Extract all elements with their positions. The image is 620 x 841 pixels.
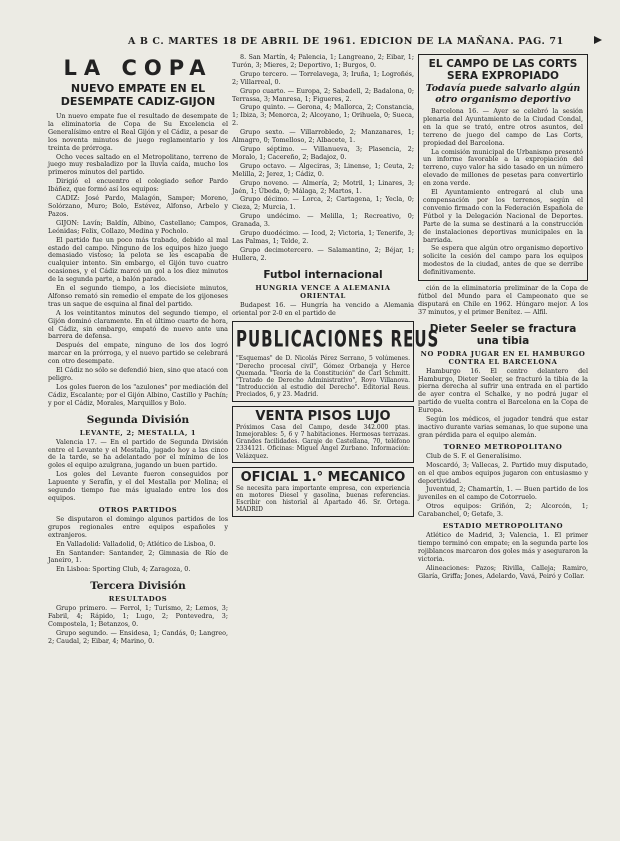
results-paragraph: Grupo noveno. — Almería, 2; Motril, 1; Linares, 3; Jaén, 1; Úbeda, 0; Málaga, 2; Martos, 1. (232, 178, 414, 195)
article-paragraph: Grupo segundo. — Ensidesa, 1; Candás, 0; Langreo, 2; Caudal, 2; Eibar, 4; Marino, 0. (48, 628, 228, 645)
column-3 (418, 54, 588, 834)
article-paragraph: GIJON: Lavín; Baldín, Albino, Castellano; Campos, Leónidas; Felix, Collazo, Medina y Pocholo. (48, 218, 228, 235)
article-paragraph: Dirigió el encuentro el colegiado señor Pardo Ibáñez, que formó así los equipos: (48, 177, 228, 194)
headline-seeler: Dieter Seeler se fractura una tibia (429, 322, 577, 347)
article-paragraph: Se disputaron el domingo algunos partidos de los grupos regionales entre equipos españoles y extranjeros. (48, 514, 228, 539)
article-paragraph: Valencia 17. — En el partido de Segunda División entre el Levante y el Mestalla, jugado hoy a las cinco de la tarde, se ha adelantado por el mínimo de los goles el equipo azulgrana, jugando un buen partido. (48, 437, 228, 470)
results-paragraph: Grupo sexto. — Villarrobledo, 2; Manzanares, 1; Almagro, 0; Tomelloso, 2; Albacete, 1. (232, 128, 414, 145)
headline-las-corts: EL CAMPO DE LAS CORTS SERA EXPROPIADO (428, 58, 578, 82)
match-subheading: LEVANTE, 2; MESTALLA, 1 (79, 428, 197, 437)
headline-cadiz-gijon: NUEVO EMPATE EN EL DESEMPATE CADIZ-GIJON (60, 82, 216, 108)
results-paragraph: Grupo decimotercero. — Salamantino, 2; Béjar, 1; Hullera, 2. (232, 245, 414, 262)
estadio-subheading: ESTADIO METROPOLITANO (442, 522, 564, 531)
results-paragraph: Grupo undécimo. — Melilla, 1; Recreativo, 0; Granada, 3. (232, 212, 414, 229)
article-paragraph: La comisión municipal de Urbanismo presentó un informe favorable a la expropiación del terreno, cuyo valor ha sido tasado en un número elevado de millones de pesetas para convertirlo en zona verde. (423, 147, 583, 188)
corner-mark-icon (594, 36, 602, 44)
article-paragraph: Atlético de Madrid, 3; Valencia, 1. El primer tiempo terminó con empate; en la segunda parte los rojiblancos marcaron dos goles más y aseguraron la victoria. (418, 531, 588, 563)
article-paragraph: En Lisboa: Sporting Club, 4; Zaragoza, 0. (56, 565, 191, 574)
article-paragraph: Moscardó, 3; Vallecas, 2. Partido muy disputado, en el que ambos equipos jugaron con entusiasmo y deportividad. (418, 460, 588, 485)
article-paragraph: Otros equipos: Griñón, 2; Alcorcón, 1; Carabanchel, 0; Getafe, 3. (418, 502, 588, 519)
article-paragraph: Según los médicos, el jugador tendrá que estar inactivo durante varias semanas, lo que supone una gran pérdida para el equipo alemán. (418, 415, 588, 439)
results-paragraph: Grupo décimo. — Lorca, 2; Cartagena, 1; Yecla, 0; Cieza, 2; Murcia, 1. (232, 195, 414, 212)
section-title-tercera: Tercera División (90, 580, 186, 593)
hungria-subheading: HUNGRIA VENCE A ALEMANIA ORIENTAL (255, 283, 391, 300)
article-paragraph: El Ayuntamiento entregará al club una compensación por los terrenos, según el convenio firmado con la Federación Española de Fútbol y la Delegación Nacional de Deportes. Parte de la suma se destinará a la construcción de instalaciones deportivas municipales en la barriada. (423, 188, 583, 244)
column-1 (48, 54, 228, 834)
article-paragraph: En Santander: Santander, 2; Gimnasia de Río de Janeiro, 1. (48, 548, 228, 565)
article-paragraph: Ocho veces saltado en el Metropolitano, terreno de juego muy resbaladizo por la lluvia caída, mucho los primeros minutos del partido. (48, 152, 228, 177)
headline-futbol-internacional: Futbol internacional (263, 268, 383, 281)
results-paragraph: Grupo cuarto. — Europa, 2; Sabadell, 2; Badalona, 0; Terrassa, 3; Manresa, 1; Figueres, 2. (232, 86, 414, 103)
article-paragraph: Grupo primero. — Ferrol, 1; Turismo, 2; Lemos, 3; Fabril, 4; Rápido, 1; Lugo, 2; Pontevedra, 3; Compostela, 1; Betanzos, 0. (48, 604, 228, 629)
article-paragraph: Hamburgo 16. El centro delantero del Hamburgo, Dieter Seeler, se fracturó la tibia de la pierna derecha al sufrir una entrada en el partido de ayer contra el Schalke, y no podrá jugar el partido de vuelta contra el Barcelona en la Copa de Europa. (418, 366, 588, 415)
ad-publicaciones-reus (232, 321, 440, 401)
article-paragraph: Un nuevo empate fue el resultado de desempate de la eliminatoria de Copa de Su Excelencia el Generalísimo entre el Real Gijón y el Cádiz, a pesar de los noventa minutos de juego reglamentario y los treinta de prórroga. (48, 112, 228, 152)
results-paragraph: Grupo duodécimo. — Icod, 2; Victoria, 1; Tenerife, 3; Las Palmas, 1; Telde, 2. (232, 229, 414, 245)
article-paragraph: Juventud, 2; Chamartín, 1. — Buen partido de los juveniles en el campo de Cotorruelo. (418, 485, 588, 502)
article-paragraph: El Cádiz no sólo se defendió bien, sino que atacó con peligro. (48, 366, 228, 382)
results-paragraph: 8. San Martín, 4; Palencia, 1; Langreano, 2; Eibar, 1; Turón, 3; Mieres, 2; Deportivo, 1; Burgos, 0. (232, 53, 414, 69)
results-paragraph: Grupo séptimo. — Villanueva, 3; Plasencia, 2; Moralo, 1; Cacereño, 2; Badajoz, 0. (232, 144, 414, 161)
boxed-article (418, 54, 588, 281)
article-paragraph: Los goles fueron de los "azulones" por mediación del Cádiz, Escalante; por el Gijón Albino, Castillo y Pachín; y por el Cádiz, Morales, Marquillos y Bolo. (48, 382, 228, 407)
article-paragraph: Alineaciones: Pazos; Rivilla, Calleja; Ramiro, Glaría, Griffa; Jones, Adelardo, Vavá, Peiró y Collar. (418, 563, 588, 580)
page-header: A B C. MARTES 18 DE ABRIL DE 1961. EDICION DE LA MAÑANA. PAG. 71 (128, 36, 564, 47)
section-title-segunda: Segunda División (86, 413, 190, 426)
ad-text: "Esquemas" de D. Nicolás Pérez Serrano, 5 volúmenes. "Derecho procesal civil", Gómez Orbaneja y Herce Quemada. "Teoría de la Constitución" de Carl Schmitt. "Tratado de Derecho Administrativo", Royo Villanova. "Introducción al estudio del Derecho". Editorial Reus. Preciados, 6, y 23. Madrid. (236, 355, 410, 399)
article-paragraph: CADIZ: José Pardo, Malagón, Samper; Moreno, Solórzano, Muro; Bolo, Estévez, Alfonso, Arbelo y Pazos. (48, 194, 228, 218)
article-paragraph: El partido fue un poco más trabado, debido al mal estado del campo. Ninguno de los equipos hizo juego demasiado vistoso; la pelota se les escapaba de cualquier intento. Sin embargo, el Gijón tuvo cuatro ocasiones, y el Cádiz marcó un gol a los diez minutos de la segunda parte, a balón parado. (48, 235, 228, 284)
otros-subheading: OTROS PARTIDOS (98, 505, 178, 514)
article-paragraph: Los goles del Levante fueron conseguidos por Lapuente y Serafín, y el del Mestalla por Molina; el segundo tiempo fue más igualado entre los dos equipos. (48, 470, 228, 502)
section-title-copa: LA COPA (63, 56, 213, 80)
article-paragraph: Barcelona 16. — Ayer se celebró la sesión plenaria del Ayuntamiento de la Ciudad Condal, en la que se trató, entre otros asuntos, del terreno de juego del campo de Las Corts, propiedad del Barcelona. (423, 107, 583, 147)
ad-venta-pisos (232, 406, 414, 463)
ad-title: OFICIAL 1.° MECANICO (240, 469, 406, 485)
article-paragraph: Se espera que algún otro organismo deportivo solicite la cesión del campo para los equipos modestos de la ciudad, antes de que se derribe definitivamente. (423, 244, 583, 277)
article-paragraph: A los veintitantos minutos del segundo tiempo, el Gijón dominó claramente. En el último cuarto de hora, el Cádiz, sin embargo, empató de nuevo ante una barrera de defensa. (48, 308, 228, 341)
ad-text: Se necesita para importante empresa, con experiencia en motores Diesel y gasolina, buenas referencias. Escribir con historial al Apartado 46. Sr. Ortega. MADRID (236, 484, 410, 514)
torneo-subheading: TORNEO METROPOLITANO (443, 442, 563, 451)
article-paragraph: En el segundo tiempo, a los diecisiete minutos, Alfonso remató sin remedio el empate de los gijoneses tras un saque de esquina al final del partido. (48, 284, 228, 308)
ad-title: PUBLICACIONES REUS (236, 325, 440, 353)
results-paragraph: Grupo quinto. — Gerona, 4; Mallorca, 2; Constancia, 1; Ibiza, 3; Menorca, 2; Alcoyano, 1; Orihuela, 0; Sueca, 2. (232, 103, 414, 128)
article-paragraph: ción de la eliminatoria preliminar de la Copa de fútbol del Mundo para el Campeonato que se disputará en Chile en 1962. Húngaro mejor. A los 37 minutos, y el primer Benítez. — Alfil. (418, 284, 588, 316)
column-2 (232, 53, 440, 834)
ad-oficial-mecanico (232, 467, 414, 517)
results-paragraph: Grupo octavo. — Algeciras, 3; Linense, 1; Ceuta, 2; Melilla, 2; Jerez, 1; Cádiz, 0. (232, 161, 414, 178)
results-paragraph: Grupo tercero. — Torrelavega, 3; Iruña, 1; Logroñés, 2; Villarreal, 0. (232, 69, 414, 86)
headline-subtitle: Todavía puede salvarlo algún otro organismo deportivo (425, 83, 581, 105)
ad-title: VENTA PISOS LUJO (255, 408, 391, 424)
article-paragraph: Club de S. F. el Generalísimo. (426, 451, 522, 460)
article-paragraph: Después del empate, ninguno de los dos logró marcar en la prórroga, y el nuevo partido se celebrará con otro desempate. (48, 341, 228, 366)
ad-text: Próximos Casa del Campo, desde 342.000 ptas. Inmejorables: 5, 6 y 7 habitaciones. Hermosas terrazas. Grandes facilidades. Garaje de Castellana, 70, teléfono 2334121. Oficinas: Miguel Ángel Zurbano. Información: Velázquez. (236, 423, 410, 460)
article-paragraph: En Valladolid: Valladolid, 0; Atlético de Lisboa, 0. (56, 539, 216, 548)
seeler-subheading: NO PODRA JUGAR EN EL HAMBURGO CONTRA EL BARCELONA (420, 349, 586, 366)
article-paragraph: Budapest 16. — Hungría ha vencido a Alemania oriental por 2-0 en el partido de (232, 300, 414, 317)
resultados-subheading: RESULTADOS (108, 595, 168, 604)
